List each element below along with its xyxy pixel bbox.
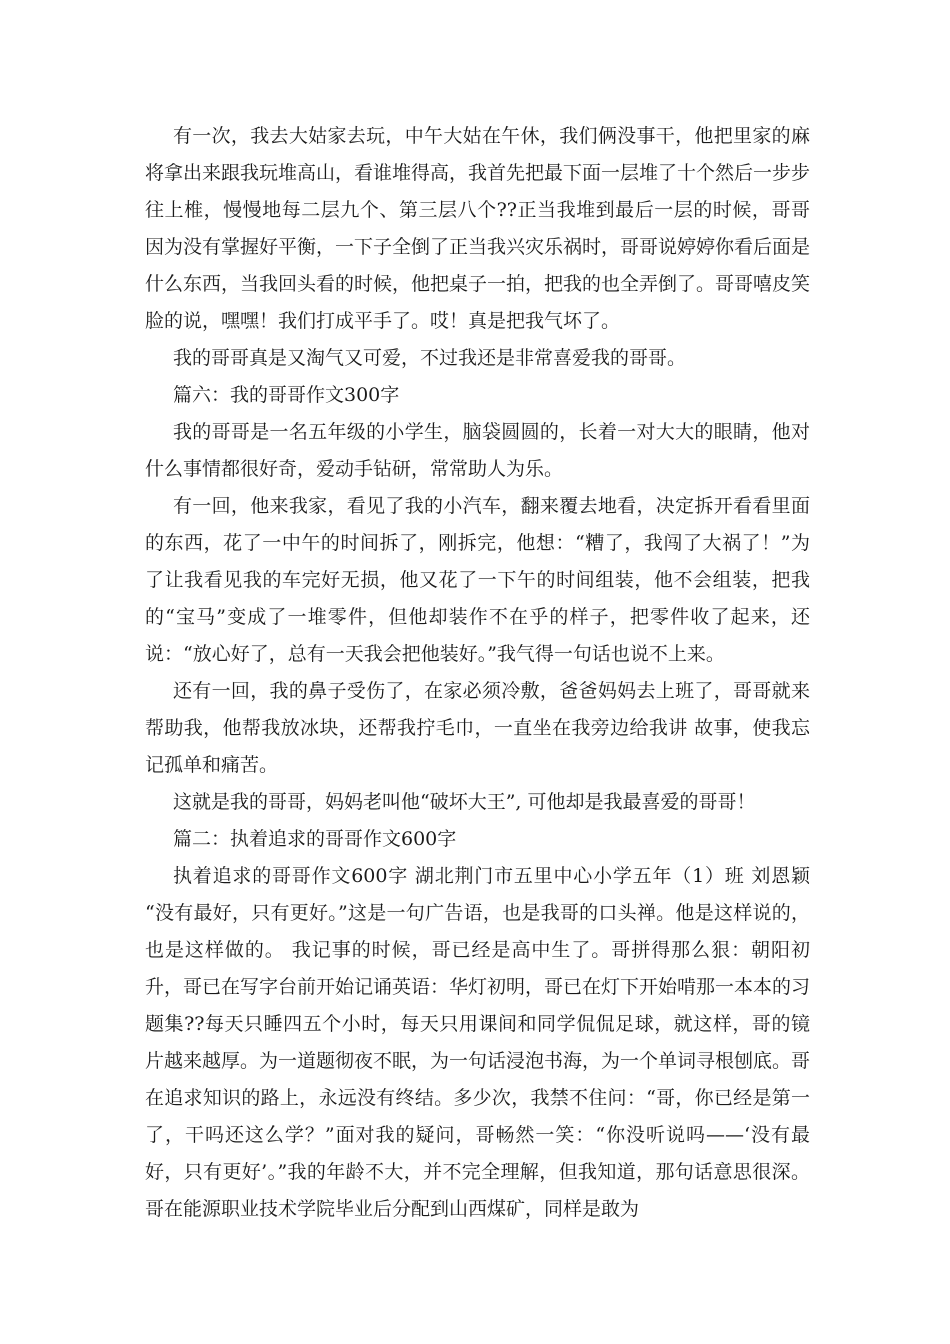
article-body xyxy=(145,118,810,1228)
section-heading-2: 篇二：执着追求的哥哥作文600字 xyxy=(173,828,457,850)
paragraph-mahjong-story: 有一次，我去大姑家去玩，中午大姑在午休，我们俩没事干，他把里家的麻将拿出来跟我玩堆高山，看谁堆得高，我首先把最下面一层堆了十个然后一步步往上椎，慢慢地每二层九个、第三层八个??正当我堆到最后一层的时候，哥哥因为没有掌握好平衡，一下子全倒了正当我兴灾乐祸时，哥哥说婷婷你看后面是什么东西，当我回头看的时候，他把桌子一拍，把我的也全弄倒了。哥哥嘻皮笑脸的说，嘿嘿！我们打成平手了。哎！真是把我气坏了。 xyxy=(145,125,811,332)
paragraph-conclusion-2: 这就是我的哥哥，妈妈老叫他“破坏大王”, 可他却是我最喜爱的哥哥！ xyxy=(173,791,756,813)
paragraph-persistent-brother: 执着追求的哥哥作文600字 湖北荆门市五里中心小学五年（1）班 刘恩颖 “没有最好，只有更好。”这是一句广告语，也是我哥的口头禅。他是这样说的，也是这样做的。 我记事的时候，哥已经是高中生了。哥拼得那么狠：朝阳初升，哥已在写字台前开始记诵英语：华灯初明，哥已在灯下开始啃那一本本的习题集??每天只睡四五个小时，每天只用课间和同学侃侃足球，就这样，哥的镜片越来越厚。为一道题彻夜不眠，为一句话浸泡书海，为一个单词寻根刨底。哥在追求知识的路上，永远没有终结。多少次，我禁不住问：“哥，你已经是第一了，干吗还这么学？”面对我的疑问，哥畅然一笑：“你没听说吗——‘没有最好，只有更好’。”我的年龄不大，并不完全理解，但我知道，那句话意思很深。 哥在能源职业技术学院毕业后分配到山西煤矿，同样是敢为 xyxy=(145,865,811,1220)
paragraph-toy-car-story: 有一回，他来我家，看见了我的小汽车，翻来覆去地看，决定拆开看看里面的东西，花了一中午的时间拆了，刚拆完，他想：“糟了，我闯了大祸了！”为了让我看见我的车完好无损，他又花了一下午的时间组装，他不会组装，把我的“宝马”变成了一堆零件，但他却装作不在乎的样子，把零件收了起来，还说：“放心好了，总有一天我会把他装好。”我气得一句话也说不上来。 xyxy=(145,495,810,665)
section-heading-6: 篇六：我的哥哥作文300字 xyxy=(173,384,400,406)
paragraph-brother-intro: 我的哥哥是一名五年级的小学生，脑袋圆圆的，长着一对大大的眼睛，他对什么事情都很好奇，爱动手钻研，常常助人为乐。 xyxy=(145,421,810,480)
paragraph-nose-injury-story: 还有一回，我的鼻子受伤了，在家必须冷敷，爸爸妈妈去上班了，哥哥就来帮助我，他帮我放冰块，还帮我拧毛巾，一直坐在我旁边给我讲 故事，使我忘记孤单和痛苦。 xyxy=(145,680,810,776)
paragraph-conclusion-1: 我的哥哥真是又淘气又可爱，不过我还是非常喜爱我的哥哥。 xyxy=(173,347,687,369)
